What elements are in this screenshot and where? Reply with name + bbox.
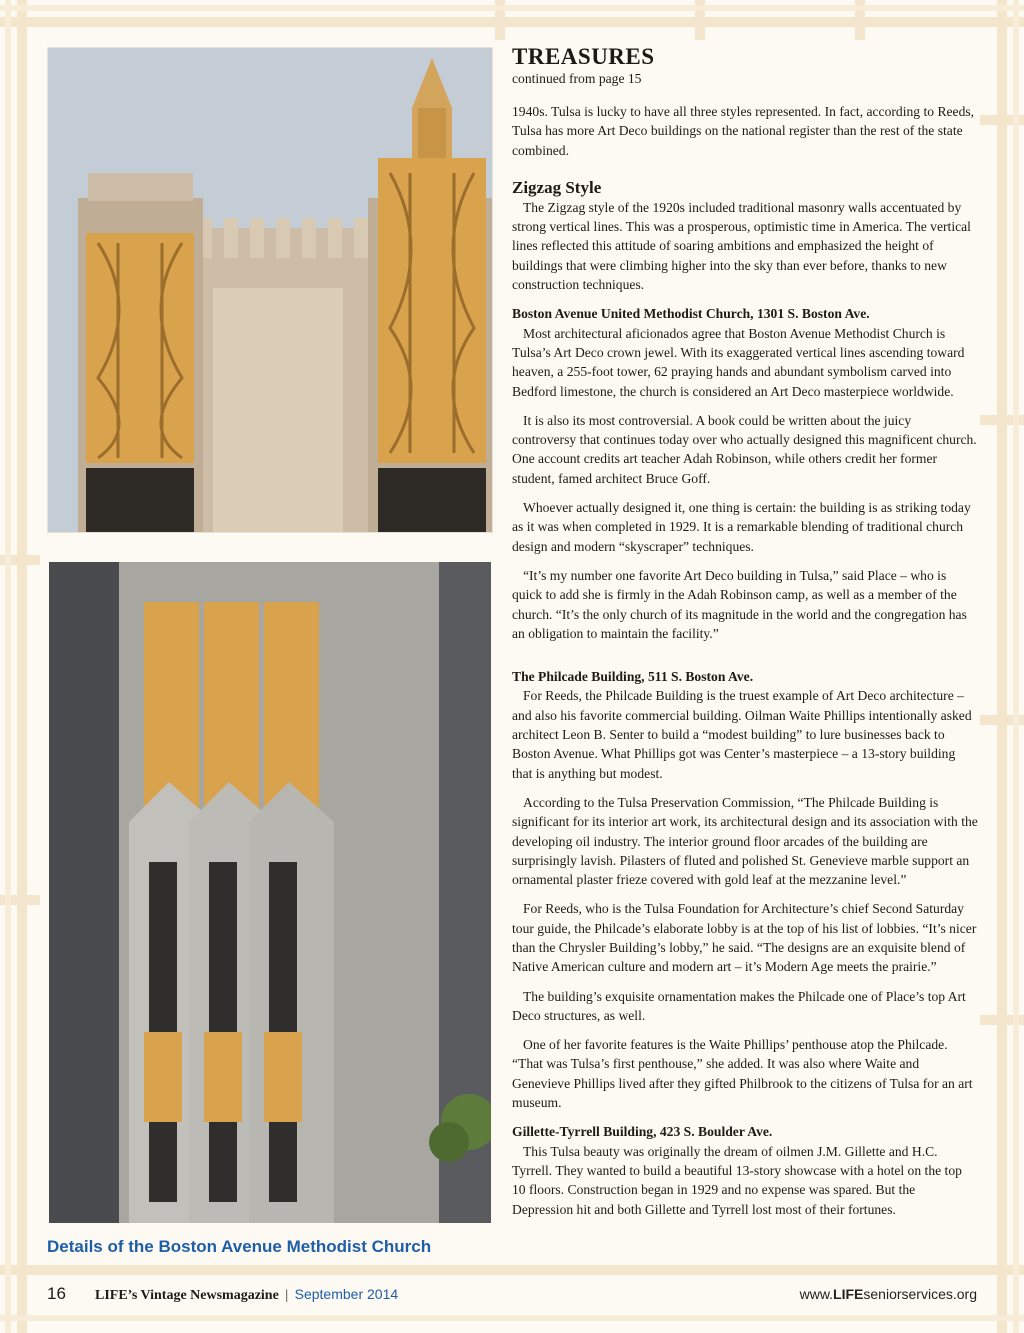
publication-name: LIFE’s Vintage Newsmagazine <box>95 1288 279 1303</box>
philcade-paragraph-5: One of her favorite features is the Waite Phillips’ penthouse atop the Philcade. “That was Tulsa’s first penthouse,” she added. It was also where Waite and Genevieve Phillips lived after they gifted Philbrook to the citizens of Tulsa for an art museum. <box>512 1037 973 1111</box>
zigzag-heading: Zigzag Style <box>512 177 602 197</box>
section-kicker: TREASURES <box>512 44 655 69</box>
page-number: 16 <box>47 1284 66 1303</box>
article-column <box>512 44 978 1229</box>
url-suffix: seniorservices.org <box>863 1286 977 1302</box>
philcade-paragraph-1: For Reeds, the Philcade Building is the truest example of Art Deco architecture – and also his favorite commercial building. Oilman Waite Phillips intentionally asked architect Leon B. Senter to build a “modest building” to lure businesses back to Boston Avenue. What Phillips got was Center’s masterpiece – a 13-story building that is anything but modest. <box>512 688 972 781</box>
url-brand: LIFE <box>833 1286 864 1302</box>
publication-line <box>95 1286 398 1304</box>
church-tower-photo <box>47 47 493 533</box>
boston-paragraph-4: “It’s my number one favorite Art Deco building in Tulsa,” said Place – who is quick to add she is firmly in the Adah Robinson camp, as well as a member of the church. “It’s the only church of its magnitude in the world and the congregation has an obligation to maintain the facility.” <box>512 567 967 641</box>
intro-paragraph: 1940s. Tulsa is lucky to have all three styles represented. In fact, according to Reeds, Tulsa has more Art Deco buildings on the national register than the rest of the state combined. <box>512 104 975 158</box>
photo-caption: Details of the Boston Avenue Methodist Church <box>47 1237 432 1256</box>
philcade-heading: The Philcade Building, 511 S. Boston Ave. <box>512 669 754 685</box>
boston-paragraph-3: Whoever actually designed it, one thing is certain: the building is as striking today as it was when completed in 1929. It is a remarkable blending of traditional church design and modern “skyscraper” techniques. <box>512 500 971 554</box>
philcade-paragraph-4: The building’s exquisite ornamentation makes the Philcade one of Place’s top Art Deco structures, as well. <box>512 988 966 1023</box>
philcade-paragraph-2: According to the Tulsa Preservation Commission, “The Philcade Building is significant for its interior art work, its architectural design and its association with the developing oil industry. The interior ground floor arcades of the building are surprisingly lavish. Pilasters of fluted and polished St. Genevieve marble support an ornamental plaster frieze covered with gold leaf at the mezzanine level.” <box>512 794 978 888</box>
gillette-paragraph-1: This Tulsa beauty was originally the dream of oilmen J.M. Gillette and H.C. Tyrrell. They wanted to build a beautiful 13-story showcase with a hotel on the top 10 floors. Construction began in 1929 and no expense was spared. But the Depression hit and both Gillette and Tyrrell lost most of their fortunes. <box>512 1143 962 1217</box>
church-facade-photo <box>49 562 491 1223</box>
church-tower-illustration <box>48 48 492 532</box>
zigzag-paragraph: The Zigzag style of the 1920s included traditional masonry walls accentuated by strong vertical lines. This was a prosperous, optimistic time in America. The vertical lines reflected this attitude of soaring ambitions and emphasized the height of buildings that were climbing higher into the sky than ever before, thanks to new construction techniques. <box>512 199 971 293</box>
footer-separator: | <box>285 1288 289 1303</box>
continued-note: continued from page 15 <box>512 71 642 86</box>
url-prefix: www. <box>799 1286 834 1302</box>
website-url[interactable] <box>800 1286 977 1302</box>
boston-paragraph-1: Most architectural aficionados agree that Boston Avenue Methodist Church is Tulsa’s Art Deco crown jewel. With its exaggerated vertical lines ascending toward heaven, a 255-foot tower, 62 praying hands and abundant symbolism carved into Bedford limestone, the church is considered an Art Deco masterpiece worldwide. <box>512 325 965 399</box>
church-facade-illustration <box>49 562 491 1223</box>
gillette-tyrrell-heading: Gillette-Tyrrell Building, 423 S. Boulder Ave. <box>512 1124 773 1140</box>
philcade-paragraph-3: For Reeds, who is the Tulsa Foundation for Architecture’s chief Second Saturday tour guide, the Philcade’s elaborate lobby is at the top of his list of lobbies. “It’s nicer than the Chrysler Building’s lobby,” he said. “The designs are an exquisite blend of Native American culture and modern art – it’s Modern Age meets the prairie.” <box>512 901 977 975</box>
boston-avenue-heading: Boston Avenue United Methodist Church, 1301 S. Boston Ave. <box>512 306 870 322</box>
issue-date: September 2014 <box>294 1286 399 1302</box>
boston-paragraph-2: It is also its most controversial. A book could be written about the juicy controversy that continues today over who actually designed this magnificent church. One account credits art teacher Adah Robinson, while others credit her former student, famed architect Bruce Goff. <box>512 412 977 486</box>
